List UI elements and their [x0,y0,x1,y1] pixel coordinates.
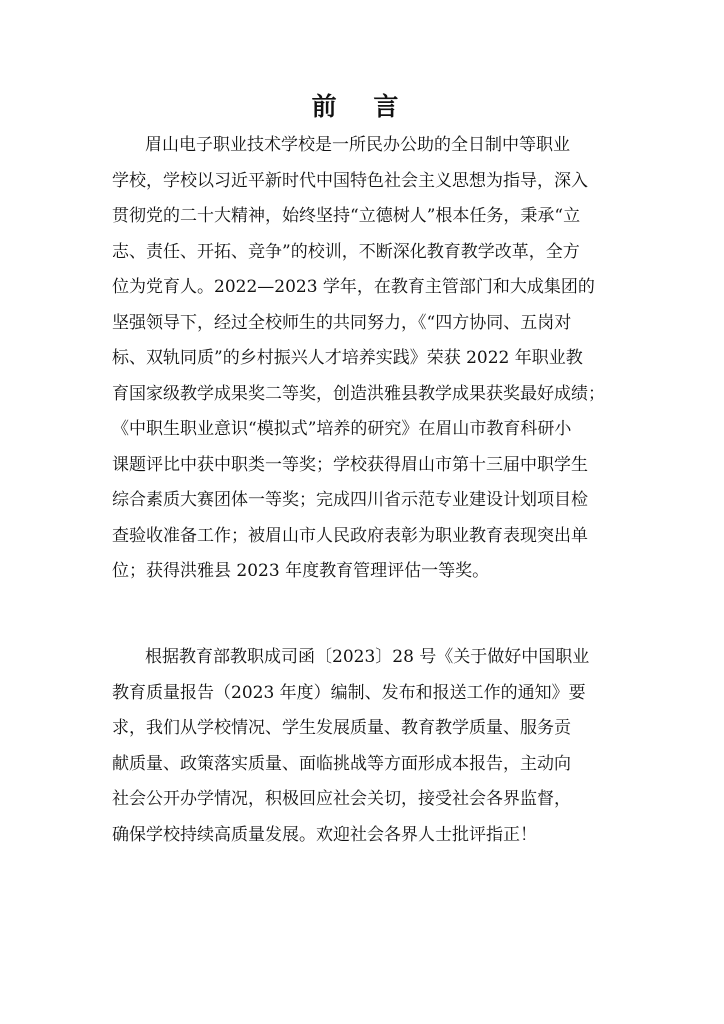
text-line: 志、责任、开拓、竞争”的校训，不断深化教育教学改革，全方 [112,241,580,262]
text-line: 坚强领导下，经过全校师生的共同努力，《“四方协同、五岗对 [112,312,572,333]
text-line: 社会公开办学情况，积极回应社会关切，接受社会各界监督， [112,789,571,809]
text-line: 《中职生职业意识“模拟式”培养的研究》在眉山市教育科研小 [112,419,572,439]
text-line: 标、双轨同质”的乡村振兴人才培养实践》荣获 2022 年职业教 [112,348,583,368]
text-line: 献质量、政策落实质量、面临挑战等方面形成本报告，主动向 [112,753,571,774]
text-line: 贯彻党的二十大精神，始终坚持“立德树人”根本任务，秉承“立 [112,206,581,226]
text-line: 育国家级教学成果奖二等奖，创造洪雅县教学成果获奖最好成绩； [112,383,605,404]
text-line: 位为党育人。2022—2023 学年，在教育主管部门和大成集团的 [112,277,595,297]
paragraph-report-basis [112,640,612,853]
page-title: 前 言 [311,92,413,121]
text-line: 综合素质大赛团体一等奖；完成四川省示范专业建设计划项目检 [112,490,588,510]
text-line: 位；获得洪雅县 2023 年度教育管理评估一等奖。 [112,561,490,581]
text-line: 根据教育部教职成司函〔2023〕28 号《关于做好中国职业 [145,647,590,667]
text-line: 学校，学校以习近平新时代中国特色社会主义思想为指导，深入 [112,170,588,191]
text-line: 眉山电子职业技术学校是一所民办公助的全日制中等职业 [145,135,570,155]
text-line: 查验收准备工作；被眉山市人民政府表彰为职业教育表现突出单 [112,525,588,546]
paragraph-intro [112,128,612,590]
text-line: 课题评比中获中职类一等奖；学校获得眉山市第十三届中职学生 [112,454,588,475]
text-line: 确保学校持续高质量发展。欢迎社会各界人士批评指正！ [112,824,537,845]
text-line: 求，我们从学校情况、学生发展质量、教育教学质量、服务贡 [112,718,571,738]
text-line: 教育质量报告（2023 年度）编制、发布和报送工作的通知》要 [112,682,586,703]
